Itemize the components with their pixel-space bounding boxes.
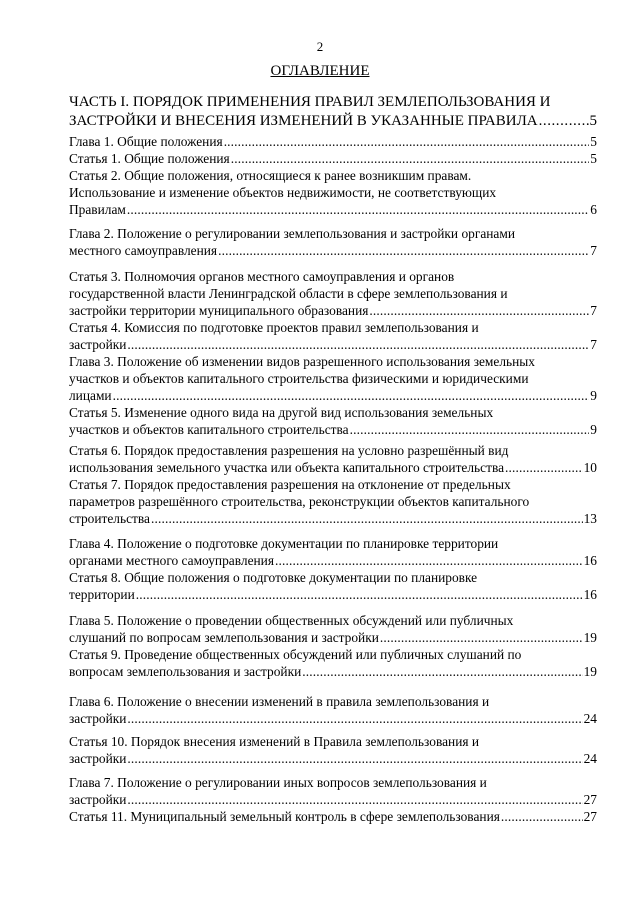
toc-entry-text: Статья 1. Общие положения	[69, 151, 230, 166]
toc-entry-text: участков и объектов капитального строительства	[69, 421, 349, 437]
toc-page-number: 27	[583, 809, 597, 824]
dot-leader	[127, 751, 582, 768]
toc-page-number: 7	[590, 336, 597, 352]
toc-entry	[69, 775, 597, 809]
toc-entry	[69, 168, 597, 219]
toc-entry-text: Глава 2. Положение о регулировании землепользования и застройки органами	[69, 226, 516, 241]
toc-page-number: 13	[583, 510, 597, 526]
toc-entry-text: участков и объектов капитального строительства физическими и юридическими	[69, 370, 529, 386]
page-number: 2	[316, 39, 324, 54]
dot-leader	[350, 422, 590, 439]
toc-entry-text: застройки	[69, 710, 127, 726]
toc-page-number: 9	[590, 387, 597, 403]
toc-entry-text: Статья 7. Порядок предоставления разрешения на отклонение от предельных	[69, 477, 511, 492]
dot-leader	[136, 587, 583, 604]
toc-page-number: 5	[590, 151, 597, 166]
toc-entry-text: вопросам землепользования и застройки	[69, 663, 302, 679]
dot-leader	[505, 460, 583, 477]
toc-page-number: 16	[583, 552, 597, 568]
toc-entry-text: Статья 9. Проведение общественных обсуждений или публичных слушаний по	[69, 647, 522, 662]
dot-leader	[380, 630, 583, 647]
toc-entry	[69, 443, 597, 477]
toc-entry-text: Статья 10. Порядок внесения изменений в Правила землепользования и	[69, 734, 480, 749]
toc-entry-text: Статья 5. Изменение одного вида на другой вид использования земельных	[69, 405, 494, 420]
toc-entry-text: Глава 4. Положение о подготовке документации по планировке территории	[69, 536, 499, 551]
dot-leader	[113, 388, 590, 405]
toc-entry-text: слушаний по вопросам землепользования и застройки	[69, 629, 379, 645]
toc-entry	[69, 269, 597, 320]
toc-entry-text: Статья 2. Общие положения, относящиеся к ранее возникшим правам.	[69, 168, 472, 183]
toc-title: ОГЛАВЛЕНИЕ	[270, 63, 370, 79]
toc-entry-text: параметров разрешённого строительства, реконструкции объектов капитального	[69, 493, 530, 509]
toc-entry-text: застройки	[69, 791, 127, 807]
dot-leader	[501, 809, 583, 826]
toc-entry	[69, 809, 597, 826]
toc-entry	[69, 93, 597, 131]
toc-entry-text: лицами	[69, 387, 112, 403]
toc-entry	[69, 477, 597, 528]
dot-leader	[127, 711, 582, 728]
toc-entry	[69, 354, 597, 405]
dot-leader	[369, 303, 589, 320]
toc-entry-text: Статья 8. Общие положения о подготовке документации по планировке	[69, 570, 478, 585]
toc-entry	[69, 536, 597, 570]
toc-entry-text: органами местного самоуправления	[69, 552, 275, 568]
toc-page-number: 24	[583, 750, 597, 766]
toc-entry-text: Статья 6. Порядок предоставления разрешения на условно разрешённый вид	[69, 443, 509, 458]
toc-entry-text: Использование и изменение объектов недвижимости, не соответствующих	[69, 184, 497, 200]
toc-page-number: 19	[583, 663, 597, 679]
toc-page-number: 19	[583, 629, 597, 645]
toc-entry	[69, 570, 597, 604]
toc-entry-text: территории	[69, 586, 135, 602]
dot-leader	[224, 134, 590, 151]
toc-entry-text: Глава 3. Положение об изменении видов разрешенного использования земельных	[69, 354, 535, 369]
dot-leader	[127, 337, 589, 354]
dot-leader	[275, 553, 583, 570]
toc-page-number: 5	[589, 113, 597, 129]
toc-entry-text: Глава 7. Положение о регулировании иных вопросов землепользования и	[69, 775, 487, 790]
toc-entry-text: Глава 6. Положение о внесении изменений в правила землепользования и	[69, 694, 490, 709]
toc-entry-text: строительства	[69, 510, 150, 526]
toc-entry	[69, 694, 597, 728]
toc-entry-text: Глава 1. Общие положения	[69, 134, 223, 149]
toc-entry-text: Статья 4. Комиссия по подготовке проектов правил землепользования и	[69, 320, 479, 335]
toc-entry-text: Статья 11. Муниципальный земельный контроль в сфере землепользования	[69, 809, 500, 824]
toc-entry-text: использования земельного участка или объекта капитального строительства	[69, 459, 505, 475]
toc-entry-text: Глава 5. Положение о проведении общественных обсуждений или публичных	[69, 613, 514, 628]
toc-page-number: 5	[590, 134, 597, 149]
toc-entry-text: застройки	[69, 336, 127, 352]
toc-entry	[69, 151, 597, 168]
toc-page-number: 6	[590, 201, 597, 217]
dot-leader	[302, 664, 582, 681]
toc-page-number: 10	[583, 459, 597, 475]
toc-entry-text: застройки территории муниципального образования	[69, 302, 369, 318]
toc-entry-text: ЧАСТЬ I. ПОРЯДОК ПРИМЕНЕНИЯ ПРАВИЛ ЗЕМЛЕПОЛЬЗОВАНИЯ И	[69, 94, 551, 110]
toc-entry	[69, 226, 597, 260]
toc-entry	[69, 613, 597, 647]
toc-page-number: 24	[583, 710, 597, 726]
toc-entry-text: застройки	[69, 750, 127, 766]
toc-entry-text: Статья 3. Полномочия органов местного самоуправления и органов	[69, 269, 455, 284]
toc-entry	[69, 647, 597, 681]
toc-page-number: 7	[590, 242, 597, 258]
dot-leader	[127, 792, 582, 809]
toc-entry-text: ЗАСТРОЙКИ И ВНЕСЕНИЯ ИЗМЕНЕНИЙ В УКАЗАННЫЕ ПРАВИЛА	[69, 113, 538, 129]
toc-entry-text: местного самоуправления	[69, 242, 218, 258]
dot-leader	[218, 243, 589, 260]
toc-entry-text: Правилам	[69, 201, 126, 217]
toc-entry	[69, 405, 597, 439]
toc-page-number: 16	[583, 586, 597, 602]
toc-entry	[69, 320, 597, 354]
toc-page-number: 27	[583, 791, 597, 807]
toc-entry-text: государственной власти Ленинградской области в сфере землепользования и	[69, 285, 508, 301]
dot-leader	[151, 511, 583, 528]
dot-leader	[231, 151, 590, 168]
toc-page-number: 9	[590, 421, 597, 437]
toc-entry	[69, 134, 597, 151]
toc-page-number: 7	[590, 302, 597, 318]
dot-leader	[539, 112, 589, 131]
toc-entry	[69, 734, 597, 768]
dot-leader	[127, 202, 589, 219]
